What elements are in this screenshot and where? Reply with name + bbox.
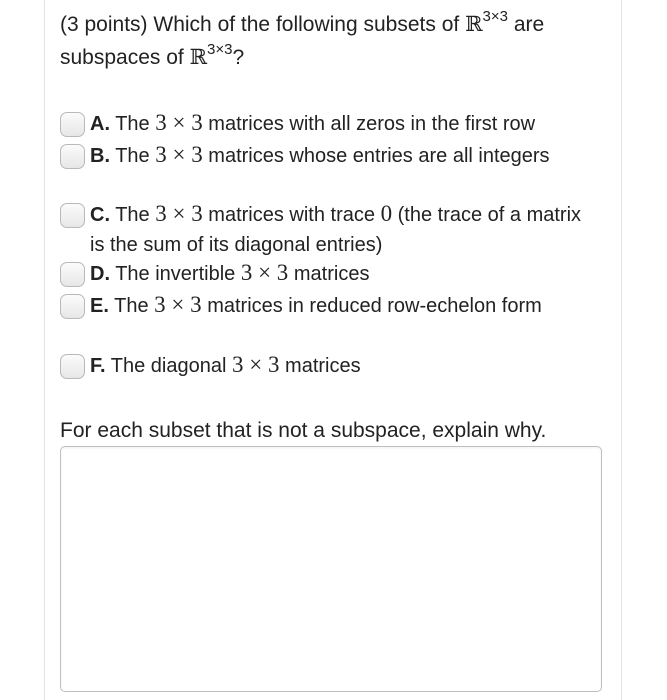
real-numbers-symbol: ℝ (465, 12, 483, 36)
question-prompt: Which of the following subsets of (153, 13, 460, 36)
option-e-math: 3 × 3 (154, 292, 202, 317)
option-b-post: matrices whose entries are all integers (208, 145, 550, 167)
option-e-checkbox[interactable] (60, 294, 85, 319)
explain-prompt: For each subset that is not a subspace, explain why. (60, 419, 547, 442)
option-d-checkbox[interactable] (60, 262, 85, 287)
option-a-math: 3 × 3 (155, 110, 203, 135)
option-b-math: 3 × 3 (155, 142, 203, 167)
option-f-math: 3 × 3 (231, 352, 280, 377)
option-c-checkbox[interactable] (60, 203, 85, 228)
option-a-letter: A. (90, 113, 110, 135)
option-c-math: 3 × 3 (155, 201, 203, 226)
option-e-pre: The (114, 295, 149, 317)
option-d-post: matrices (293, 263, 370, 285)
option-c-letter: C. (90, 204, 110, 226)
exponent-2: 3×3 (207, 41, 233, 58)
option-c-post: matrices with trace (208, 204, 375, 226)
question-mark: ? (232, 46, 245, 69)
option-a-checkbox[interactable] (60, 112, 85, 137)
option-d-math: 3 × 3 (240, 260, 289, 285)
option-b-checkbox[interactable] (60, 144, 85, 169)
question-points: (3 points) (60, 13, 148, 36)
option-f-pre: The diagonal (110, 355, 227, 377)
question-text (60, 8, 605, 74)
option-f-post: matrices (285, 355, 361, 377)
option-f-checkbox[interactable] (60, 354, 85, 379)
option-b-pre: The (115, 145, 150, 167)
option-c-pre: The (115, 204, 150, 226)
option-f-letter: F. (90, 355, 106, 377)
option-a-post: matrices with all zeros in the first row (208, 113, 536, 135)
option-d-pre: The invertible (115, 263, 236, 285)
option-d-letter: D. (90, 263, 110, 285)
option-e-letter: E. (90, 295, 109, 317)
option-b-letter: B. (90, 145, 110, 167)
option-a-pre: The (115, 113, 150, 135)
exponent: 3×3 (482, 8, 508, 25)
option-e-post: matrices in reduced row-echelon form (207, 295, 542, 317)
explanation-textarea[interactable] (60, 446, 602, 692)
question-prompt-continued: are subspaces of (60, 13, 545, 69)
real-numbers-symbol-2: ℝ (189, 45, 208, 69)
option-c-post2: (the trace of a matrix is the sum of its diagonal entries) (90, 204, 582, 256)
option-c-math-zero: 0 (380, 201, 393, 226)
